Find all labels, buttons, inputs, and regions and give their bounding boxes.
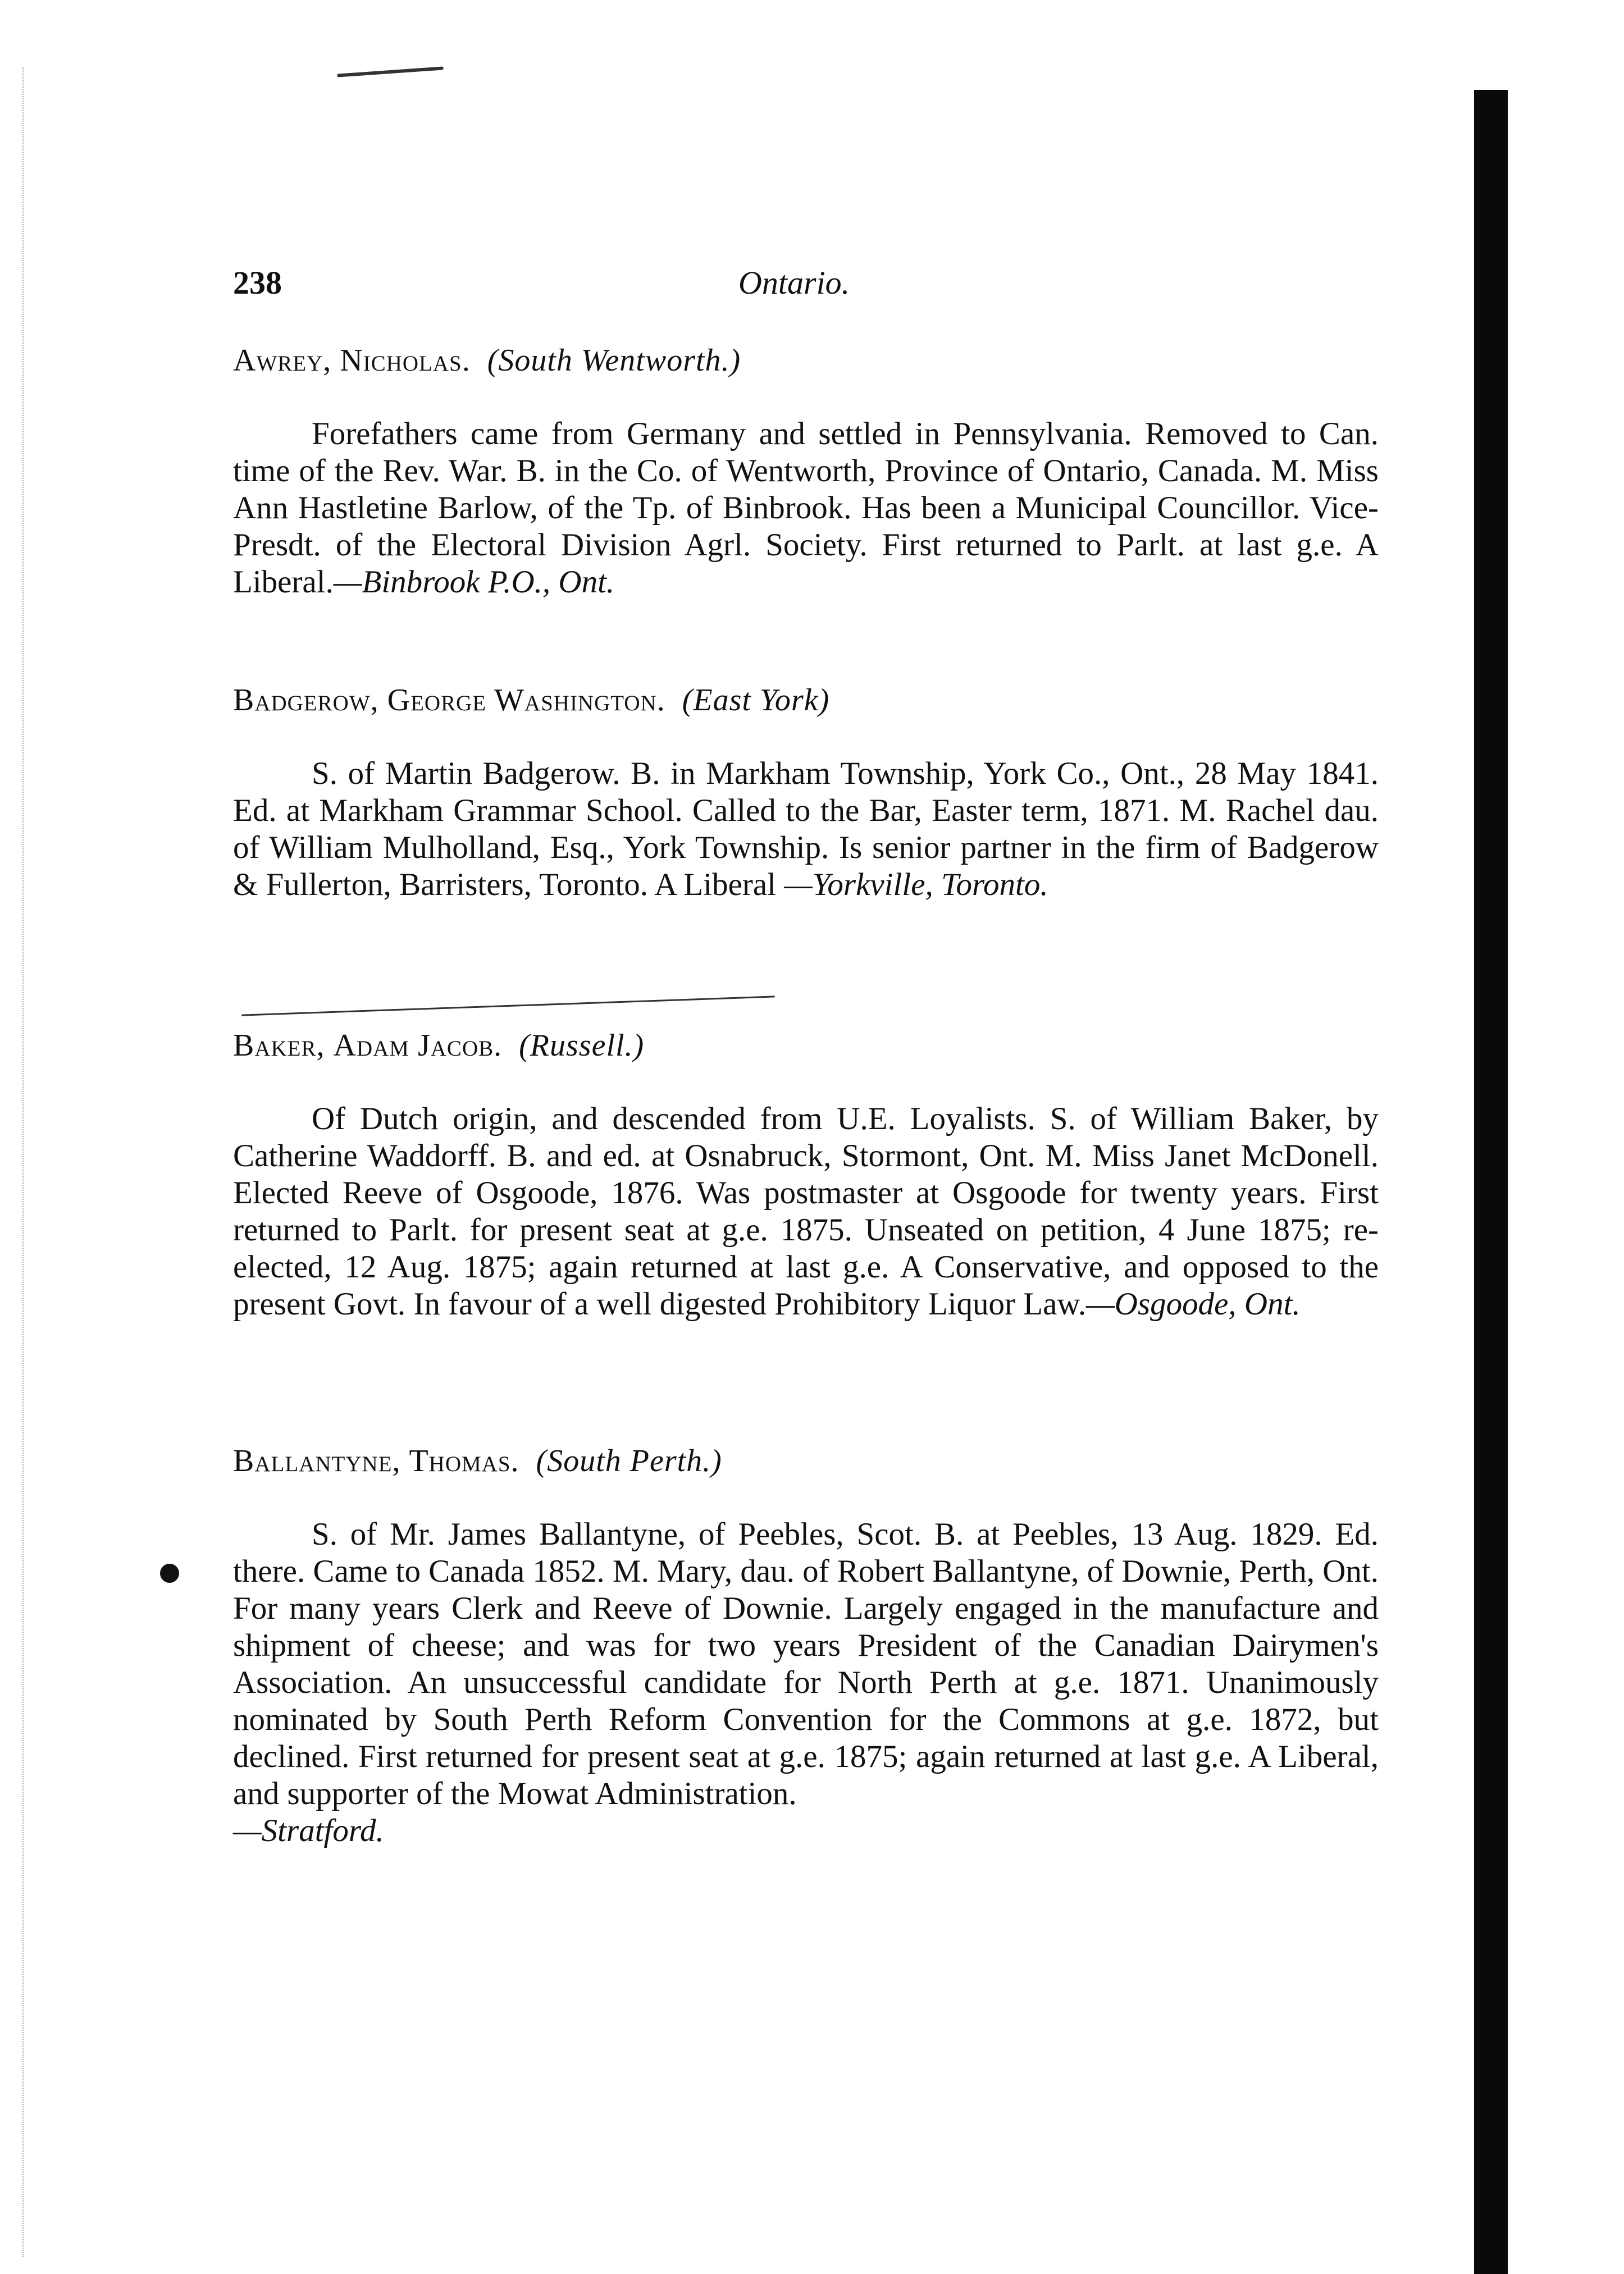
entry-surname: Badgerow <box>233 683 371 718</box>
entry-given-names: Adam Jacob. <box>333 1028 503 1063</box>
entry-surname: Awrey <box>233 343 323 378</box>
entry-constituency: (South Wentworth.) <box>487 343 741 378</box>
entry-heading-badgerow: Badgerow, George Washington. (East York) <box>233 683 830 718</box>
page-header <box>233 264 1379 309</box>
entry-bio-text: S. of Mr. James Ballantyne, of Peebles, Scot. B. at Peebles, 13 Aug. 1829. Ed. there. Came to Canada 1852. M. Mary, dau. of Robert Ballantyne, of Downie, Perth, Ont. For many years Clerk and Reeve of Downie. Largely engaged in the manufacture and shipment of cheese; and was for two years President of the Canadian Dairymen's Association. An unsuccessful candidate for North Perth at g.e. 1871. Unanimously nominated by South Perth Reform Convention for the Commons at g.e. 1872, but declined. First returned for present seat at g.e. 1875; again returned at last g.e. A Liberal, and supporter of the Mowat Administration. <box>233 1517 1379 1811</box>
entry-heading-baker: Baker, Adam Jacob. (Russell.) <box>233 1028 645 1063</box>
entry-bio-baker <box>233 1101 1379 1323</box>
scan-ink-blot <box>160 1564 179 1583</box>
entry-heading-ballantyne: Ballantyne, Thomas. (South Perth.) <box>233 1444 722 1478</box>
entry-bio-text: S. of Martin Badgerow. B. in Markham Township, York Co., Ont., 28 May 1841. Ed. at Markham Grammar School. Called to the Bar, Easter term, 1871. M. Rachel dau. of William Mulholland, Esq., York Township. Is senior partner in the firm of Badgerow & Fullerton, Barristers, Toronto. A Liberal <box>233 756 1379 902</box>
entry-bio-ballantyne <box>233 1516 1379 1850</box>
scan-mark-top <box>337 66 444 77</box>
entry-address: —Binbrook P.O., Ont. <box>333 564 615 600</box>
entry-constituency: (South Perth.) <box>536 1444 722 1478</box>
entry-given-names: Nicholas. <box>340 343 471 378</box>
entry-heading-awrey: Awrey, Nicholas. (South Wentworth.) <box>233 343 741 378</box>
scan-edge-speckles <box>0 67 24 2257</box>
entry-bio-badgerow <box>233 755 1379 903</box>
entry-constituency: (Russell.) <box>519 1028 645 1063</box>
scan-binding-shadow <box>1474 90 1508 2274</box>
entry-address: —Stratford. <box>233 1813 384 1848</box>
entry-constituency: (East York) <box>682 683 830 718</box>
entry-surname: Ballantyne <box>233 1444 393 1478</box>
entry-address: —Yorkville, Toronto. <box>784 867 1048 902</box>
entry-address: —Osgoode, Ont. <box>1086 1286 1301 1322</box>
scan-mark-divider <box>241 996 775 1016</box>
page-number: 238 <box>233 264 282 301</box>
running-title: Ontario. <box>738 264 850 301</box>
entry-surname: Baker <box>233 1028 317 1063</box>
entry-given-names: George Washington. <box>387 683 665 718</box>
entry-bio-text: Forefathers came from Germany and settled in Pennsylvania. Removed to Can. time of the Rev. War. B. in the Co. of Wentworth, Province of Ontario, Canada. M. Miss Ann Hastletine Barlow, of the Tp. of Binbrook. Has been a Municipal Councillor. Vice-Presdt. of the Electoral Division Agrl. Society. First returned to Parlt. at last g.e. A Liberal. <box>233 416 1379 600</box>
entry-bio-awrey <box>233 415 1379 601</box>
entry-bio-text: Of Dutch origin, and descended from U.E. Loyalists. S. of William Baker, by Catherine Waddorff. B. and ed. at Osnabruck, Stormont, Ont. M. Miss Janet McDonell. Elected Reeve of Osgoode, 1876. Was postmaster at Osgoode for twenty years. First returned to Parlt. for present seat at g.e. 1875. Unseated on petition, 4 June 1875; re-elected, 12 Aug. 1875; again returned at last g.e. A Conservative, and opposed to the present Govt. In favour of a well digested Prohibitory Liquor Law. <box>233 1101 1379 1322</box>
entry-given-names: Thomas. <box>409 1444 519 1478</box>
